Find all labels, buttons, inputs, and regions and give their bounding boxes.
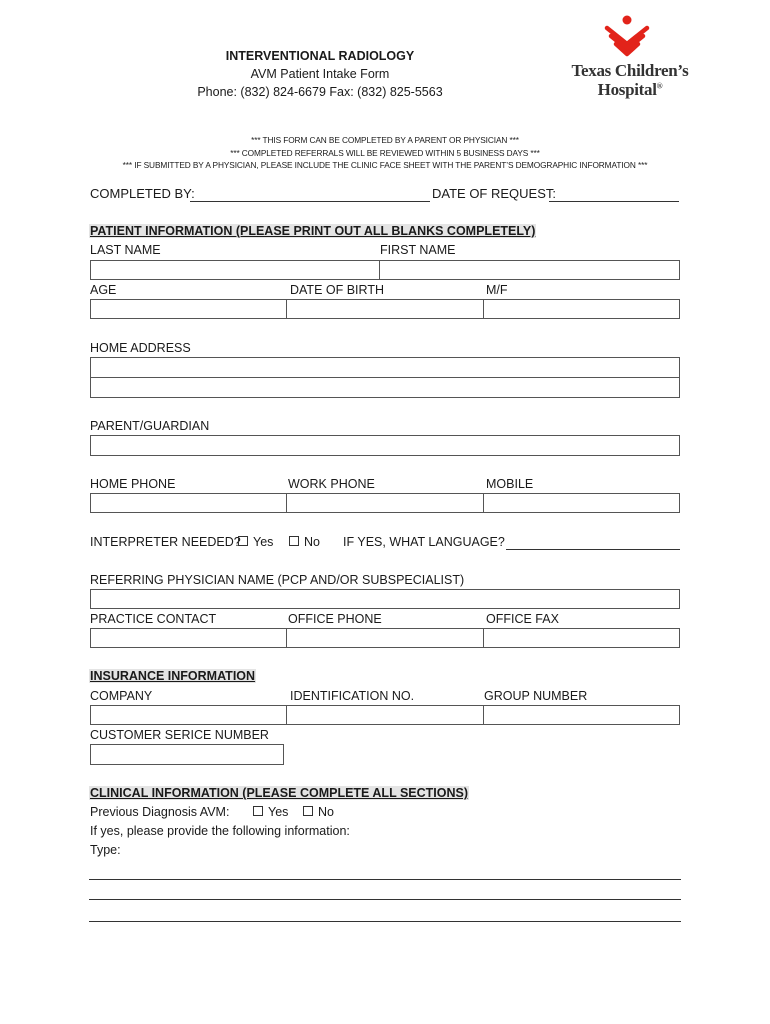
clinical-info-heading: CLINICAL INFORMATION (PLEASE COMPLETE ALL SECTIONS) <box>90 786 469 800</box>
clinical-line-2[interactable] <box>89 899 681 900</box>
clinical-line-1[interactable] <box>89 879 681 880</box>
logo-text-line1: Texas Children’s <box>571 61 689 80</box>
mobile-input[interactable] <box>483 493 680 513</box>
type-label: Type: <box>90 843 121 857</box>
home-address-label: HOME ADDRESS <box>90 341 191 355</box>
texas-childrens-hospital-logo <box>560 14 700 104</box>
referring-physician-input[interactable] <box>90 589 680 609</box>
interpreter-yes-checkbox[interactable] <box>238 536 248 546</box>
company-label: COMPANY <box>90 689 153 703</box>
first-name-input[interactable] <box>379 260 680 280</box>
mobile-label: MOBILE <box>486 477 534 491</box>
identification-input[interactable] <box>286 705 484 725</box>
customer-service-input[interactable] <box>90 744 284 765</box>
diagnosis-no-option[interactable] <box>303 805 334 819</box>
completed-by-field[interactable] <box>190 186 430 202</box>
notice-line-3: *** IF SUBMITTED BY A PHYSICIAN, PLEASE INCLUDE THE CLINIC FACE SHEET WITH THE PARENT’S DEMOGRAPHIC INFORMATION *** <box>122 160 648 170</box>
language-field[interactable] <box>506 535 680 550</box>
previous-diagnosis-label: Previous Diagnosis AVM: <box>90 805 230 819</box>
logo-text-line2: Hospital <box>597 80 657 99</box>
first-name-label: FIRST NAME <box>380 243 456 257</box>
guardian-input[interactable] <box>90 435 680 456</box>
logo-text-line2-wrap <box>560 80 700 100</box>
group-number-label: GROUP NUMBER <box>484 689 588 703</box>
date-of-request-label: DATE OF REQUEST: <box>432 186 556 201</box>
office-fax-input[interactable] <box>483 628 680 648</box>
office-phone-label: OFFICE PHONE <box>288 612 382 626</box>
dob-label: DATE OF BIRTH <box>290 283 384 297</box>
referring-physician-label: REFERRING PHYSICIAN NAME (PCP AND/OR SUBSPECIALIST) <box>90 573 465 587</box>
registered-mark: ® <box>656 81 663 91</box>
notice-line-2: *** COMPLETED REFERRALS WILL BE REVIEWED WITHIN 5 BUSINESS DAYS *** <box>230 148 540 158</box>
customer-service-label: CUSTOMER SERICE NUMBER <box>90 728 269 742</box>
practice-contact-input[interactable] <box>90 628 287 648</box>
guardian-label: PARENT/GUARDIAN <box>90 419 210 433</box>
office-phone-input[interactable] <box>286 628 484 648</box>
practice-contact-label: PRACTICE CONTACT <box>90 612 217 626</box>
date-of-request-field[interactable] <box>549 186 679 202</box>
company-input[interactable] <box>90 705 287 725</box>
diagnosis-no-label: No <box>318 805 334 819</box>
home-address-input-2[interactable] <box>90 377 680 398</box>
sex-input[interactable] <box>483 299 680 319</box>
contact-phone-fax: Phone: (832) 824-6679 Fax: (832) 825-5563 <box>197 85 443 99</box>
diagnosis-yes-checkbox[interactable] <box>253 806 263 816</box>
interpreter-no-label: No <box>304 535 320 549</box>
dob-input[interactable] <box>286 299 484 319</box>
completed-by-label: COMPLETED BY: <box>90 186 195 201</box>
if-yes-instructions: If yes, please provide the following information: <box>90 824 350 838</box>
heart-logo-icon <box>602 14 652 58</box>
language-label: IF YES, WHAT LANGUAGE? <box>343 535 505 549</box>
age-label: AGE <box>90 283 117 297</box>
form-department-title: INTERVENTIONAL RADIOLOGY <box>225 49 415 63</box>
work-phone-input[interactable] <box>286 493 484 513</box>
clinical-line-3[interactable] <box>89 921 681 922</box>
work-phone-label: WORK PHONE <box>288 477 375 491</box>
diagnosis-no-checkbox[interactable] <box>303 806 313 816</box>
last-name-label: LAST NAME <box>90 243 161 257</box>
home-phone-input[interactable] <box>90 493 287 513</box>
home-address-input-1[interactable] <box>90 357 680 378</box>
last-name-input[interactable] <box>90 260 380 280</box>
group-number-input[interactable] <box>483 705 680 725</box>
form-title: AVM Patient Intake Form <box>250 67 390 81</box>
sex-label: M/F <box>486 283 508 297</box>
home-phone-label: HOME PHONE <box>90 477 176 491</box>
interpreter-needed-label: INTERPRETER NEEDED? <box>90 535 241 549</box>
identification-label: IDENTIFICATION NO. <box>290 689 415 703</box>
insurance-heading: INSURANCE INFORMATION <box>90 669 256 683</box>
diagnosis-yes-label: Yes <box>268 805 289 819</box>
interpreter-yes-option[interactable] <box>238 535 273 549</box>
age-input[interactable] <box>90 299 287 319</box>
notice-line-1: *** THIS FORM CAN BE COMPLETED BY A PARENT OR PHYSICIAN *** <box>251 135 519 145</box>
office-fax-label: OFFICE FAX <box>486 612 559 626</box>
interpreter-yes-label: Yes <box>253 535 274 549</box>
diagnosis-yes-option[interactable] <box>253 805 288 819</box>
interpreter-no-option[interactable] <box>289 535 320 549</box>
patient-info-heading: PATIENT INFORMATION (PLEASE PRINT OUT ALL BLANKS COMPLETELY) <box>90 224 536 238</box>
interpreter-no-checkbox[interactable] <box>289 536 299 546</box>
